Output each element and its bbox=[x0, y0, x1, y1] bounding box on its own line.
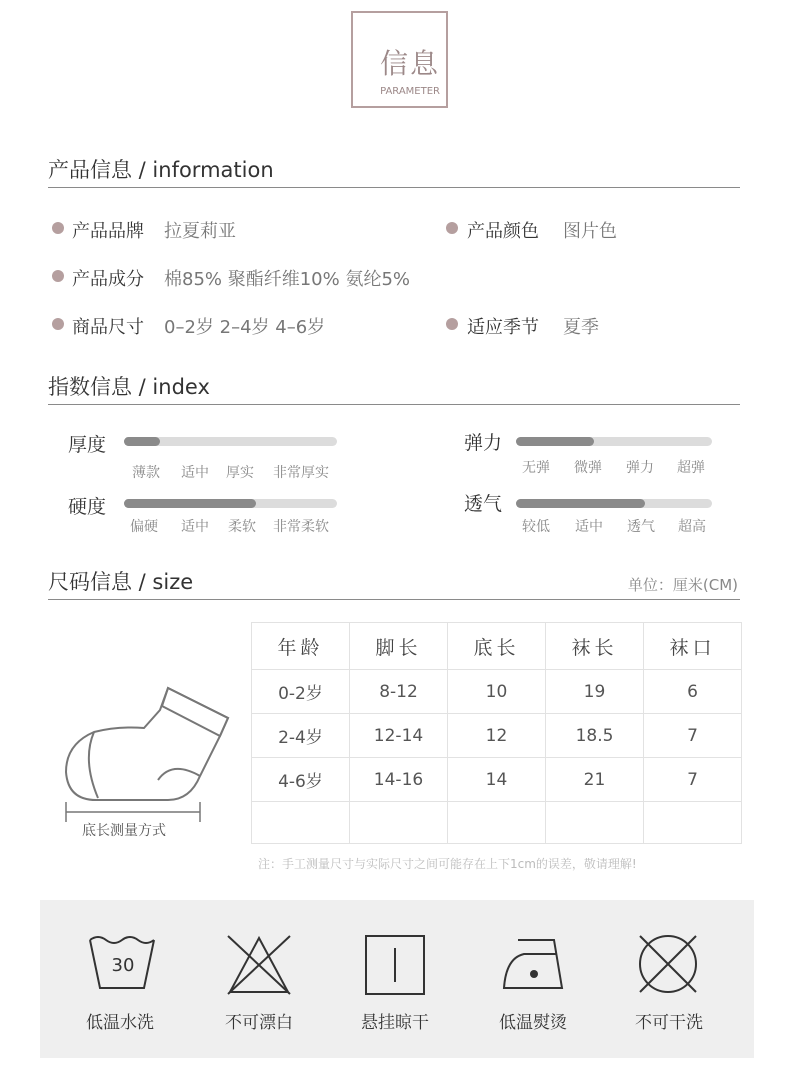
care-label-dry: 悬挂晾干 bbox=[361, 1013, 429, 1033]
table-row bbox=[252, 670, 742, 714]
bullet-icon bbox=[446, 318, 458, 330]
breathability-meter-fill bbox=[516, 499, 645, 508]
brand-value: 拉夏莉亚 bbox=[164, 221, 236, 242]
table-cell: 4-6岁 bbox=[252, 758, 350, 802]
index-section-title: 指数信息 / index bbox=[48, 375, 210, 399]
table-row bbox=[252, 714, 742, 758]
column-header: 底长 bbox=[448, 623, 546, 670]
column-header: 袜长 bbox=[546, 623, 644, 670]
unit-label: 单位：厘米(CM) bbox=[627, 576, 738, 594]
table-cell: 7 bbox=[644, 714, 742, 758]
care-label-dry-clean: 不可干洗 bbox=[635, 1013, 703, 1033]
table-cell: 19 bbox=[546, 670, 644, 714]
info-section-title: 产品信息 / information bbox=[48, 158, 274, 182]
table-cell: 12 bbox=[448, 714, 546, 758]
table-cell: 12-14 bbox=[350, 714, 448, 758]
elasticity-tick: 超弹 bbox=[677, 460, 705, 476]
season-value: 夏季 bbox=[563, 317, 599, 338]
column-header: 年龄 bbox=[252, 623, 350, 670]
bullet-icon bbox=[446, 222, 458, 234]
table-cell bbox=[546, 802, 644, 844]
table-cell bbox=[448, 802, 546, 844]
breathability-tick: 超高 bbox=[678, 519, 706, 535]
hardness-label: 硬度 bbox=[68, 496, 107, 518]
size-section-title: 尺码信息 / size bbox=[48, 570, 194, 594]
table-cell: 6 bbox=[644, 670, 742, 714]
breathability-tick: 适中 bbox=[575, 519, 603, 535]
bullet-icon bbox=[52, 222, 64, 234]
breathability-label: 透气 bbox=[464, 493, 503, 515]
elasticity-tick: 弹力 bbox=[626, 460, 654, 476]
care-label-iron: 低温熨烫 bbox=[499, 1013, 567, 1033]
no-bleach-icon bbox=[224, 932, 294, 996]
diagram-caption: 底长测量方式 bbox=[82, 823, 166, 839]
care-label-bleach: 不可漂白 bbox=[225, 1013, 293, 1033]
breathability-meter bbox=[516, 499, 712, 508]
composition-value: 棉85% 聚酯纤维10% 氨纶5% bbox=[164, 269, 411, 290]
size-table bbox=[251, 622, 742, 844]
table-cell: 8-12 bbox=[350, 670, 448, 714]
elasticity-meter bbox=[516, 437, 712, 446]
bullet-icon bbox=[52, 318, 64, 330]
no-dry-clean-icon bbox=[636, 932, 700, 996]
elasticity-tick: 无弹 bbox=[522, 460, 550, 476]
thickness-tick: 厚实 bbox=[226, 465, 254, 481]
measurement-note: 注：手工测量尺寸与实际尺寸之间可能存在上下1cm的误差，敬请理解! bbox=[258, 857, 637, 871]
table-cell: 2-4岁 bbox=[252, 714, 350, 758]
bullet-icon bbox=[52, 270, 64, 282]
size-value: 0–2岁 2–4岁 4–6岁 bbox=[164, 317, 326, 338]
thickness-tick: 薄款 bbox=[132, 465, 160, 481]
season-label: 适应季节 bbox=[467, 317, 539, 338]
hardness-meter-fill bbox=[124, 499, 256, 508]
table-cell bbox=[252, 802, 350, 844]
care-label-wash: 低温水洗 bbox=[86, 1013, 154, 1033]
hardness-tick: 适中 bbox=[181, 519, 209, 535]
elasticity-label: 弹力 bbox=[464, 432, 503, 454]
hardness-tick: 非常柔软 bbox=[273, 519, 329, 535]
thickness-meter-fill bbox=[124, 437, 160, 446]
table-cell: 14-16 bbox=[350, 758, 448, 802]
table-cell: 10 bbox=[448, 670, 546, 714]
thickness-meter bbox=[124, 437, 337, 446]
column-header: 脚长 bbox=[350, 623, 448, 670]
brand-label: 产品品牌 bbox=[72, 221, 144, 242]
elasticity-meter-fill bbox=[516, 437, 594, 446]
breathability-tick: 较低 bbox=[522, 519, 550, 535]
table-cell: 0-2岁 bbox=[252, 670, 350, 714]
thickness-tick: 非常厚实 bbox=[273, 465, 329, 481]
table-cell: 18.5 bbox=[546, 714, 644, 758]
color-label: 产品颜色 bbox=[467, 221, 539, 242]
wash-temperature: 30 bbox=[111, 955, 135, 976]
low-iron-icon bbox=[500, 936, 566, 992]
thickness-tick: 适中 bbox=[181, 465, 209, 481]
hang-dry-icon bbox=[364, 934, 426, 996]
thickness-label: 厚度 bbox=[68, 434, 107, 456]
table-cell: 14 bbox=[448, 758, 546, 802]
elasticity-tick: 微弹 bbox=[574, 460, 602, 476]
color-value: 图片色 bbox=[563, 221, 617, 242]
sock-diagram bbox=[58, 680, 238, 840]
size-label: 商品尺寸 bbox=[72, 317, 144, 338]
page-subtitle: PARAMETER bbox=[380, 86, 440, 97]
hardness-meter bbox=[124, 499, 337, 508]
page-title: 信息 bbox=[379, 47, 440, 80]
table-row bbox=[252, 758, 742, 802]
table-cell bbox=[644, 802, 742, 844]
table-cell: 7 bbox=[644, 758, 742, 802]
wash-30-icon bbox=[86, 932, 158, 994]
info-divider bbox=[48, 187, 740, 188]
breathability-tick: 透气 bbox=[627, 519, 655, 535]
hardness-tick: 偏硬 bbox=[130, 519, 158, 535]
table-cell bbox=[350, 802, 448, 844]
column-header: 袜口 bbox=[644, 623, 742, 670]
table-cell: 21 bbox=[546, 758, 644, 802]
size-divider bbox=[48, 599, 740, 600]
hardness-tick: 柔软 bbox=[228, 519, 256, 535]
index-divider bbox=[48, 404, 740, 405]
composition-label: 产品成分 bbox=[72, 269, 144, 290]
table-row-empty bbox=[252, 802, 742, 844]
table-header-row bbox=[252, 623, 742, 670]
